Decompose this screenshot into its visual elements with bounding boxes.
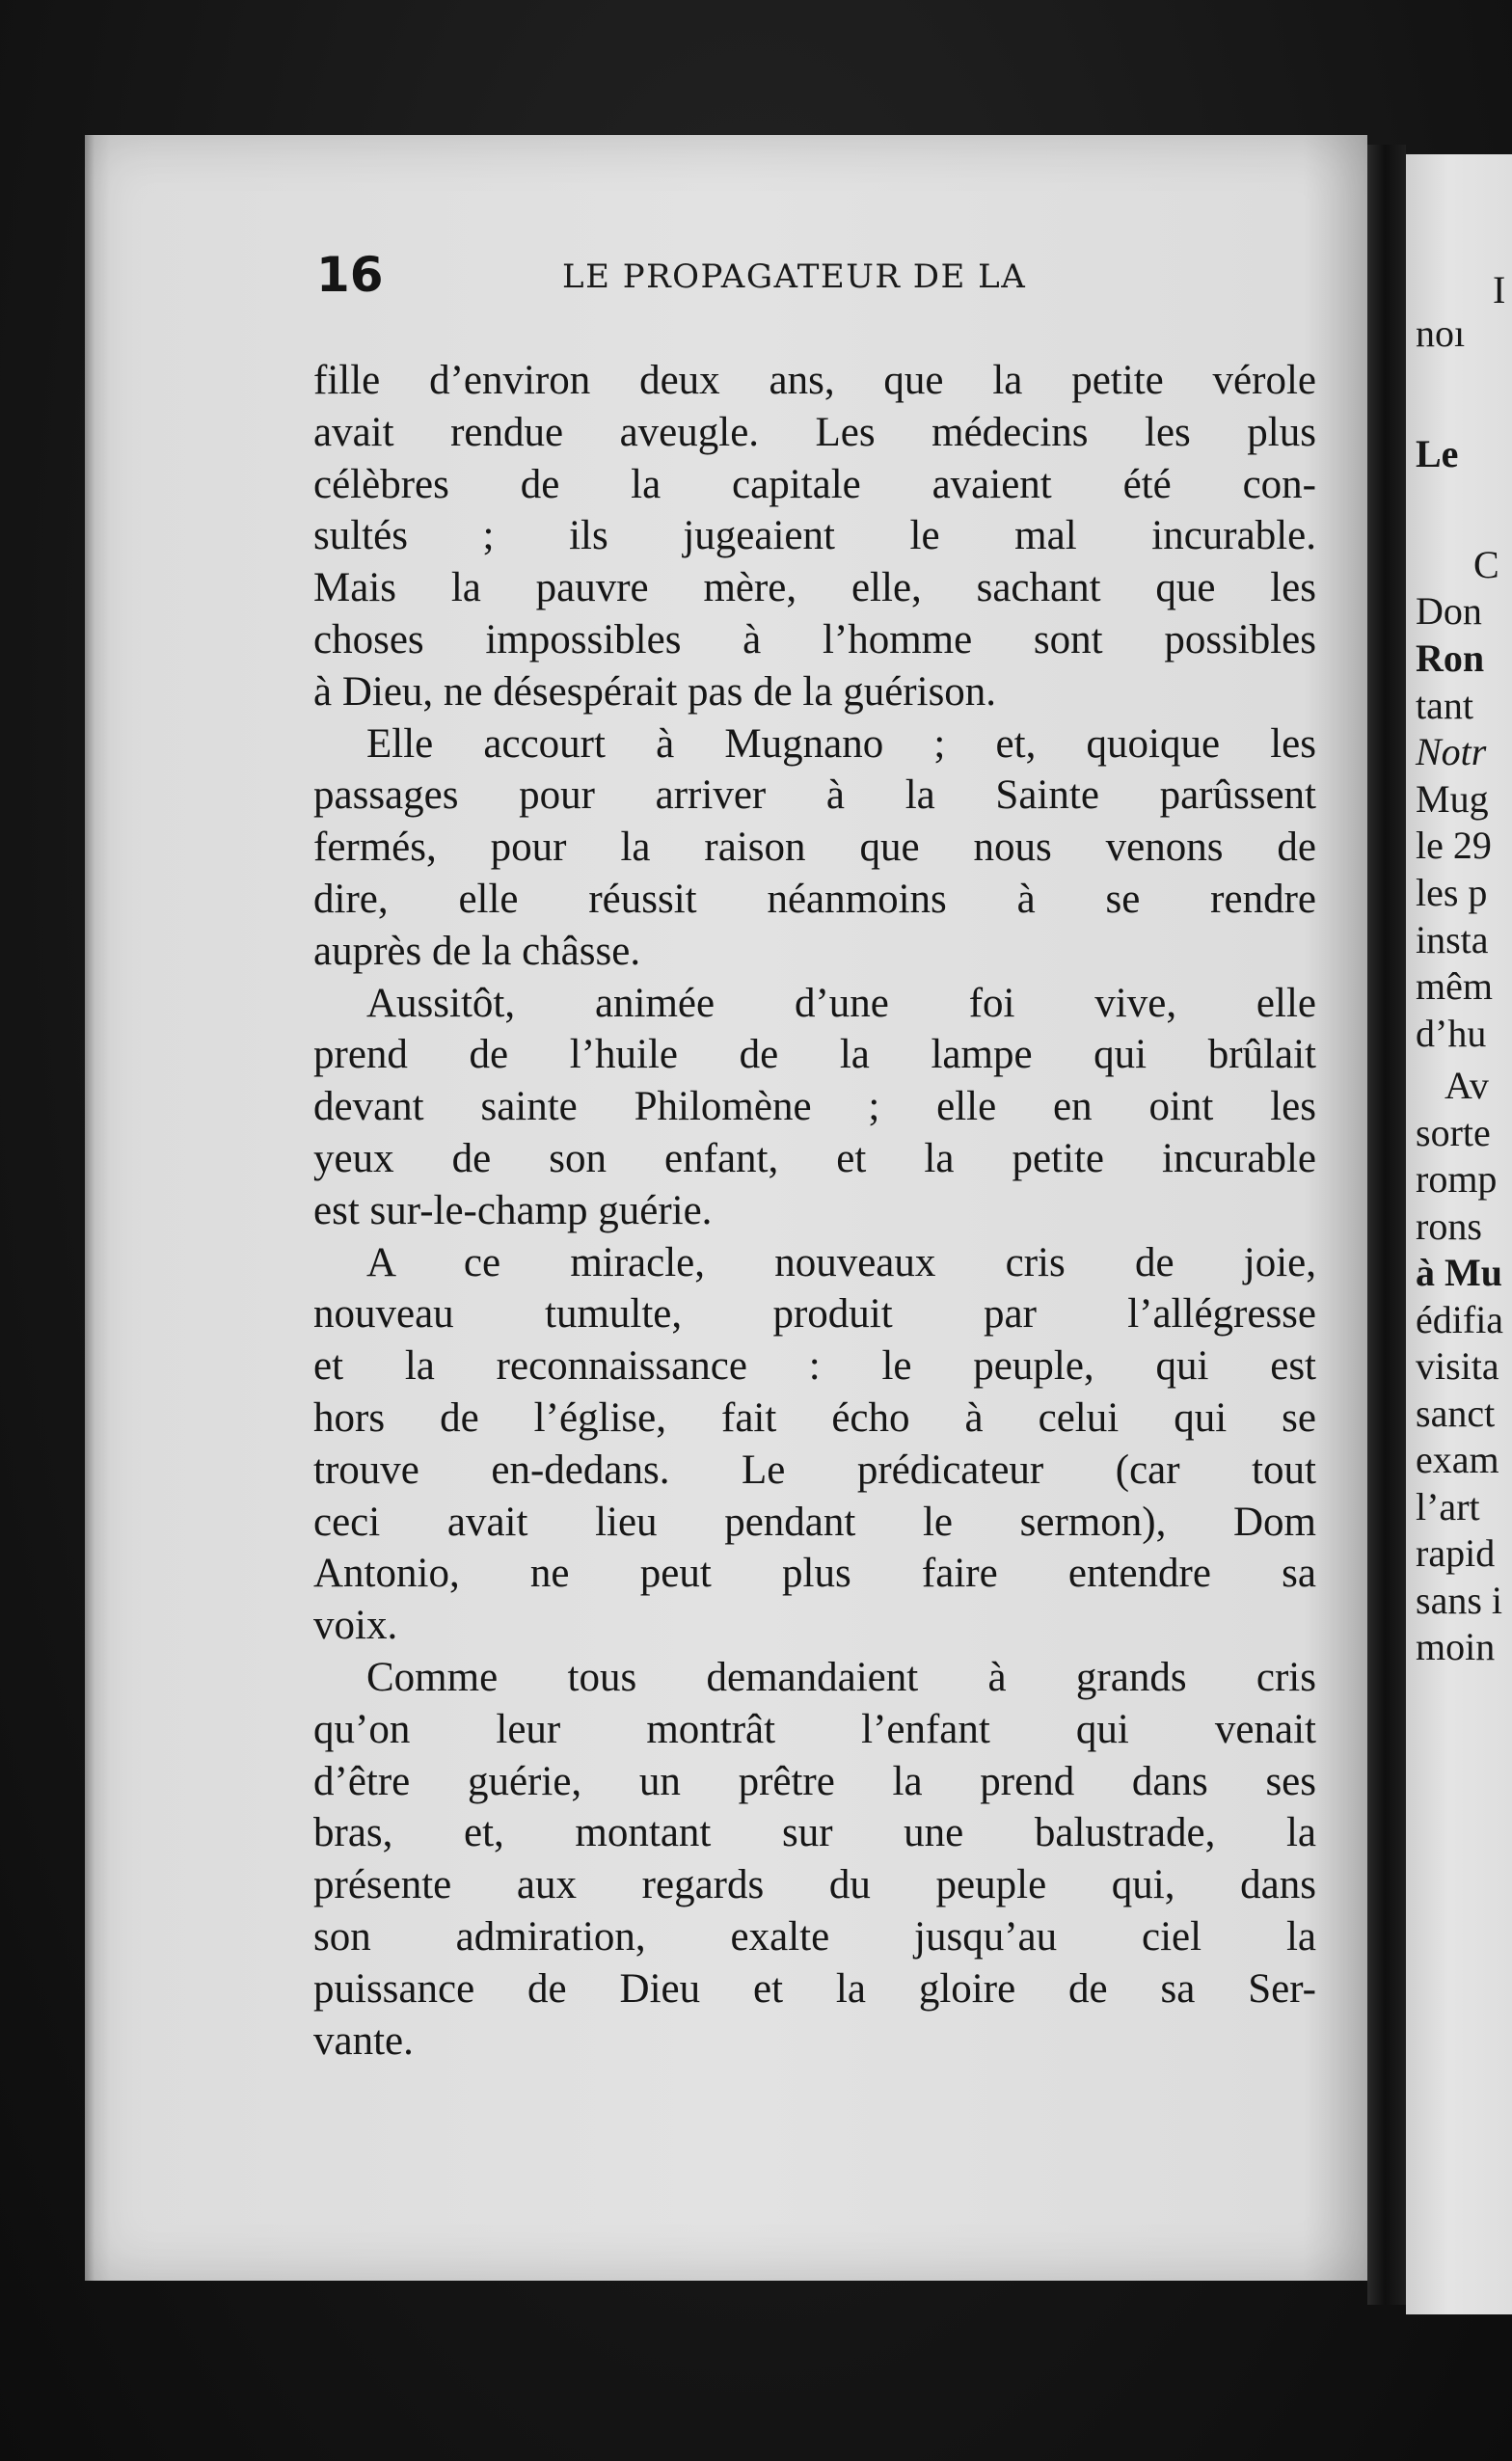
text-line: est sur-le-champ guérie. <box>313 1187 713 1233</box>
right-page-fragment: Le <box>1416 432 1459 475</box>
text-line: présente aux regards du peuple qui, dans <box>313 1862 1316 1908</box>
right-page-fragment: I <box>1493 268 1506 311</box>
right-page-fragment: noı <box>1416 311 1466 355</box>
text-line: passages pour arriver à la Sainte parûssent <box>313 772 1316 819</box>
right-page-fragment: les p <box>1416 871 1488 914</box>
text-line: Elle accourt à Mugnano ; et, quoique les <box>366 720 1316 767</box>
right-page-fragment: sorte <box>1416 1111 1491 1154</box>
text-line: A ce miracle, nouveaux cris de joie, <box>366 1239 1316 1285</box>
right-page-fragment: mêm <box>1416 964 1493 1008</box>
right-page-fragment: Ron <box>1416 636 1485 680</box>
right-page-fragment: Notr <box>1416 730 1487 773</box>
right-page-fragment: insta <box>1416 918 1489 961</box>
text-line: trouve en-dedans. Le prédicateur (car tout <box>313 1447 1316 1493</box>
text-line: hors de l’église, fait écho à celui qui se <box>313 1394 1316 1441</box>
text-line: d’être guérie, un prêtre la prend dans ses <box>313 1758 1316 1804</box>
text-line: ceci avait lieu pendant le sermon), Dom <box>313 1499 1316 1545</box>
right-page-fragment: le 29 <box>1416 824 1492 867</box>
right-page-fragment: l’art <box>1416 1485 1480 1528</box>
right-page-fragment: moin <box>1416 1625 1496 1668</box>
right-page-fragment: sans i <box>1416 1579 1502 1622</box>
text-line: célèbres de la capitale avaient été con- <box>313 461 1316 507</box>
text-line: dire, elle réussit néanmoins à se rendre <box>313 876 1316 922</box>
text-line: et la reconnaissance : le peuple, qui est <box>313 1343 1316 1390</box>
right-page-fragment: Av <box>1444 1064 1489 1107</box>
right-page-fragment: tant <box>1416 684 1473 727</box>
text-line: Comme tous demandaient à grands cris <box>366 1654 1316 1700</box>
text-line: avait rendue aveugle. Les médecins les plus <box>313 409 1316 455</box>
right-page-fragment: édifia <box>1416 1298 1504 1341</box>
text-line: choses impossibles à l’homme sont possibles <box>313 616 1316 663</box>
text-line: son admiration, exalte jusqu’au ciel la <box>313 1913 1316 1960</box>
text-line: vante. <box>313 2017 414 2064</box>
text-line: fermés, pour la raison que nous venons de <box>313 825 1316 871</box>
text-line: auprès de la châsse. <box>313 928 641 974</box>
text-line: à Dieu, ne désespérait pas de la guérison. <box>313 668 997 715</box>
right-page-fragment: Don <box>1416 589 1482 633</box>
right-page-fragment: romp <box>1416 1157 1498 1201</box>
right-page-fragment: rapid <box>1416 1531 1496 1575</box>
text-line: fille d’environ deux ans, que la petite vérole <box>313 358 1316 403</box>
right-page-fragment: Mug <box>1416 777 1489 821</box>
right-page-fragment: à Mu <box>1416 1251 1502 1294</box>
text-line: Mais la pauvre mère, elle, sachant que les <box>313 565 1316 611</box>
text-line: puissance de Dieu et la gloire de sa Ser- <box>313 1965 1316 2012</box>
text-line: Aussitôt, animée d’une foi vive, elle <box>366 980 1316 1026</box>
right-page-fragment: sanct <box>1416 1392 1496 1435</box>
text-line: devant sainte Philomène ; elle en oint les <box>313 1084 1316 1130</box>
text-line: qu’on leur montrât l’enfant qui venait <box>313 1706 1316 1752</box>
text-line: prend de l’huile de la lampe qui brûlait <box>313 1032 1316 1078</box>
right-page <box>1406 154 1512 2314</box>
right-page-fragment: exam <box>1416 1438 1499 1481</box>
text-line: sultés ; ils jugeaient le mal incurable. <box>313 513 1316 559</box>
text-line: Antonio, ne peut plus faire entendre sa <box>313 1551 1316 1597</box>
book-spine <box>1367 145 1406 2305</box>
right-page-fragment: visita <box>1416 1344 1499 1388</box>
right-page-fragment: d’hu <box>1416 1012 1487 1055</box>
body-text <box>313 355 1316 2067</box>
right-page-fragment: rons <box>1416 1204 1482 1248</box>
page-number: 16 <box>316 247 384 303</box>
text-line: bras, et, montant sur une balustrade, la <box>313 1810 1316 1856</box>
right-page-fragment: C <box>1473 543 1499 586</box>
text-line: yeux de son enfant, et la petite incurable <box>313 1135 1316 1181</box>
page-header <box>316 246 1107 304</box>
text-line: voix. <box>313 1603 398 1649</box>
text-line: nouveau tumulte, produit par l’allégresse <box>313 1291 1316 1338</box>
running-head: LE PROPAGATEUR DE LA <box>562 257 1027 296</box>
